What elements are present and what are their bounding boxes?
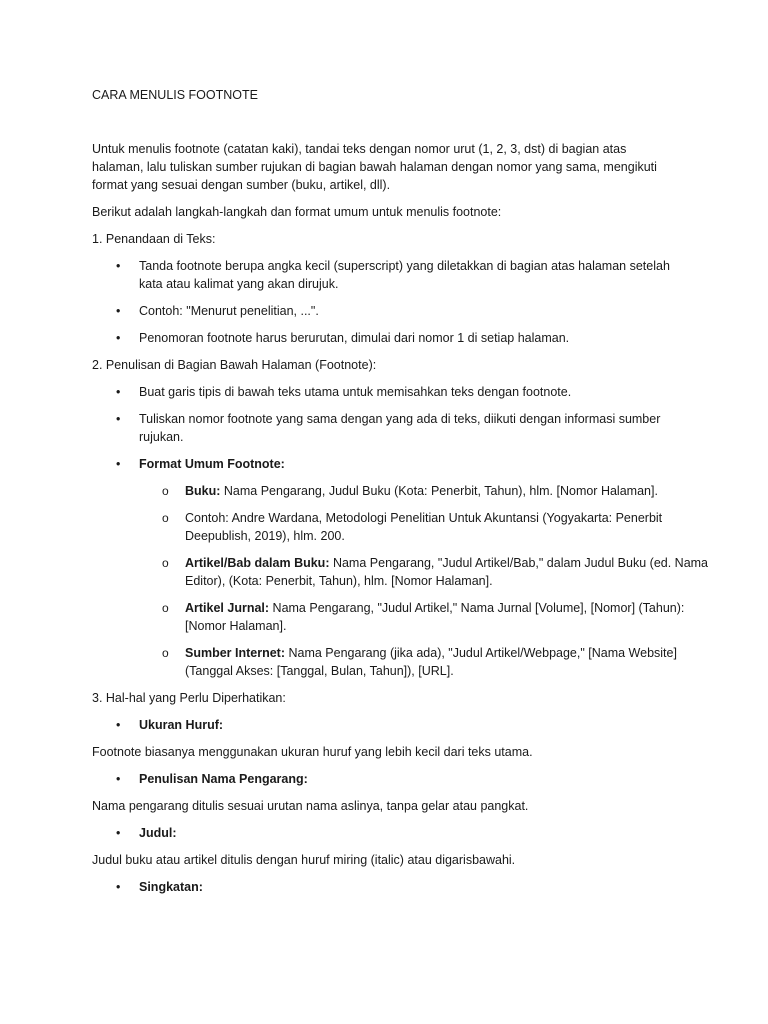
format-text: Nama Pengarang, "Judul Artikel/Bab," dalam Judul Buku (ed. Nama Editor), (Kota: Penerbit, Tahun), hlm. [Nomor Halaman]. [185,556,709,588]
list-item-label: Ukuran Huruf: [139,718,224,732]
list-item [92,716,672,734]
section-3-paragraph: Footnote biasanya menggunakan ukuran huruf yang lebih kecil dari teks utama. [92,745,533,759]
section-1-list [92,257,672,347]
format-text: Nama Pengarang, Judul Buku (Kota: Penerbit, Tahun), hlm. [Nomor Halaman]. [220,484,658,498]
format-label: Buku: [185,484,221,498]
format-item [139,599,719,635]
section-3-paragraph: Judul buku atau artikel ditulis dengan huruf miring (italic) atau digarisbawahi. [92,853,516,867]
list-item-text: Penomoran footnote harus berurutan, dimulai dari nomor 1 di setiap halaman. [139,331,570,345]
list-item-label: Penulisan Nama Pengarang: [139,772,308,786]
section-3-paragraph: Nama pengarang ditulis sesuai urutan nama aslinya, tanpa gelar atau pangkat. [92,799,529,813]
section-2-heading: 2. Penulisan di Bagian Bawah Halaman (Footnote): [92,358,377,372]
section-3-item-1 [92,716,672,734]
list-item-label: Judul: [139,826,177,840]
format-text: Nama Pengarang (jika ada), "Judul Artikel/Webpage," [Nama Website] (Tanggal Akses: [Tanggal, Bulan, Tahun]), [URL]. [185,646,677,678]
bullet-icon: • [116,880,121,894]
intro-paragraph: Untuk menulis footnote (catatan kaki), tandai teks dengan nomor urut (1, 2, 3, dst) di bagian atas halaman, lalu tuliskan sumber rujukan di bagian bawah halaman dengan nomor yang sama, mengikuti format yang sesuai dengan sumber (buku, artikel, dll). [92,142,657,192]
bullet-icon: • [116,259,121,273]
list-item [92,329,672,347]
format-text: Contoh: Andre Wardana, Metodologi Penelitian Untuk Akuntansi (Yogyakarta: Penerbit Deepublish, 2019), hlm. 200. [185,511,663,543]
list-item [92,878,672,896]
bullet-icon: • [116,331,121,345]
circle-bullet-icon: o [162,511,169,525]
list-item [92,383,672,401]
list-item [92,455,709,680]
format-item [139,509,719,545]
list-item-text: Contoh: "Menurut penelitian, ...". [139,304,319,318]
circle-bullet-icon: o [162,646,169,660]
list-item-text: Tanda footnote berupa angka kecil (superscript) yang diletakkan di bagian atas halaman setelah kata atau kalimat yang akan dirujuk. [139,259,670,291]
list-item [92,410,672,446]
list-item-text: Buat garis tipis di bawah teks utama untuk memisahkan teks dengan footnote. [139,385,572,399]
list-item [92,302,672,320]
list-item [92,770,672,788]
section-3-heading: 3. Hal-hal yang Perlu Diperhatikan: [92,691,286,705]
format-item [139,644,719,680]
format-item [139,554,719,590]
section-2-list [92,383,709,680]
list-item [92,824,672,842]
bullet-icon: • [116,718,121,732]
format-item [139,482,719,500]
lead-paragraph: Berikut adalah langkah-langkah dan format umum untuk menulis footnote: [92,205,502,219]
bullet-icon: • [116,304,121,318]
circle-bullet-icon: o [162,556,169,570]
section-1-heading: 1. Penandaan di Teks: [92,232,216,246]
bullet-icon: • [116,826,121,840]
section-3-item-3 [92,824,672,842]
format-list [139,482,709,680]
format-text: Nama Pengarang, "Judul Artikel," Nama Jurnal [Volume], [Nomor] (Tahun): [Nomor Halaman]. [185,601,685,633]
format-label: Artikel Jurnal: [185,601,270,615]
section-3-item-2 [92,770,672,788]
circle-bullet-icon: o [162,601,169,615]
bullet-icon: • [116,385,121,399]
section-3-item-4 [92,878,672,896]
document-page [92,86,709,905]
circle-bullet-icon: o [162,484,169,498]
list-item [92,257,672,293]
list-item-text: Tuliskan nomor footnote yang sama dengan yang ada di teks, diikuti dengan informasi sumber rujukan. [139,412,661,444]
bullet-icon: • [116,772,121,786]
bullet-icon: • [116,457,121,471]
format-label: Artikel/Bab dalam Buku: [185,556,330,570]
document-title: CARA MENULIS FOOTNOTE [92,88,258,102]
format-heading: Format Umum Footnote: [139,457,285,471]
bullet-icon: • [116,412,121,426]
format-label: Sumber Internet: [185,646,286,660]
list-item-label: Singkatan: [139,880,203,894]
